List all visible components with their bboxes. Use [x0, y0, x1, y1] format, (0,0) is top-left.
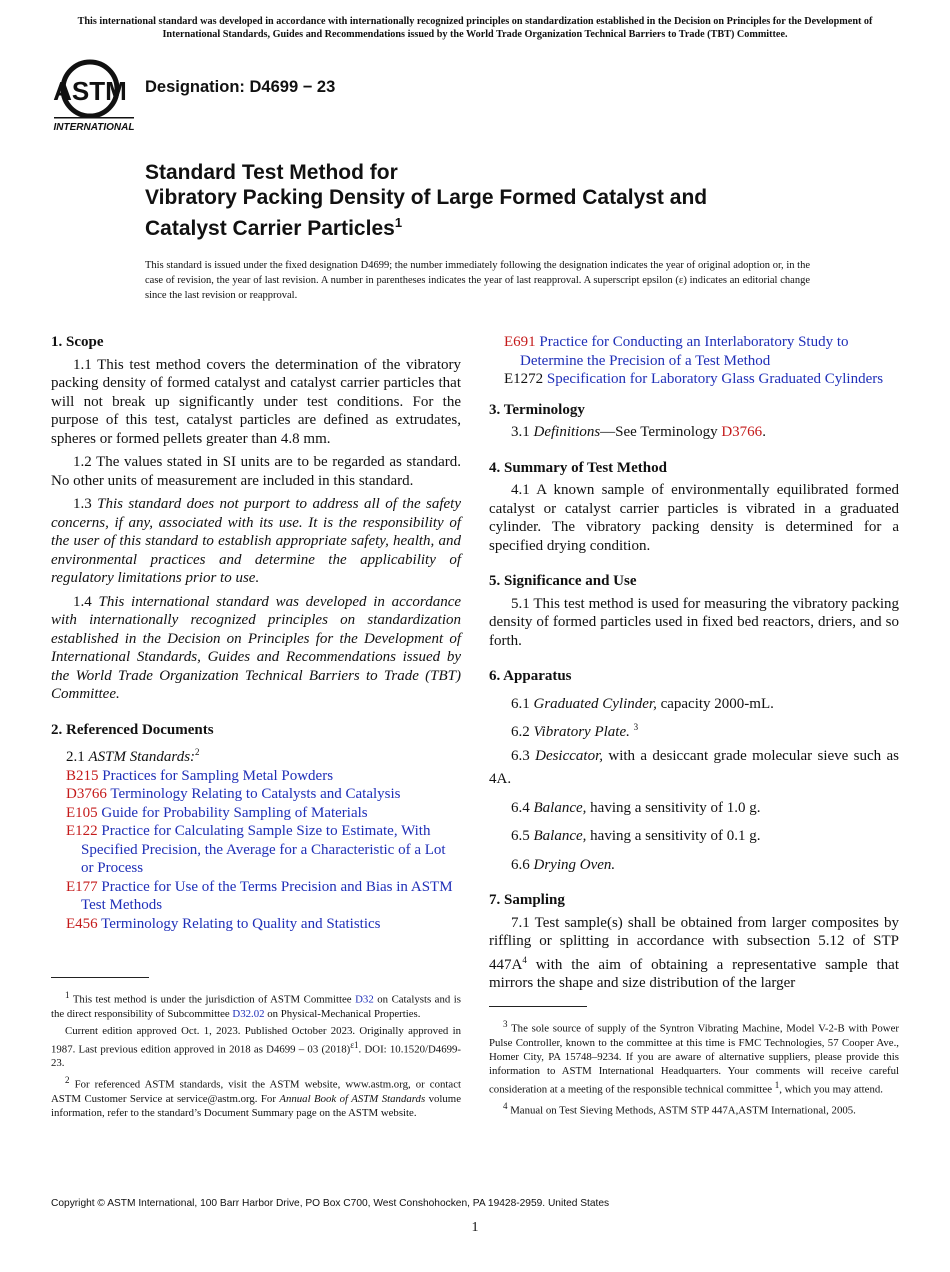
svg-text:INTERNATIONAL: INTERNATIONAL	[53, 122, 135, 133]
referenced-heading: 2. Referenced Documents	[51, 721, 214, 738]
standard-note: This standard is issued under the fixed designation D4699; the number immediately following the designation indicates the year of original adoption or, in the case of revision, the year of last revision. A number in parentheses indicates the year of last reapproval. A superscript epsilon (ε) indicates an editorial change since the last revision or reapproval.	[145, 260, 810, 301]
footnote-rule-right	[489, 1006, 587, 1007]
title-line-1: Standard Test Method for	[145, 161, 398, 184]
terminology-link[interactable]: D3766	[721, 424, 763, 440]
scope-1-4: 1.4 This international standard was developed in accordance with internationally recognized principles on standardization established in the Decision on Principles for the Development of International Standards, Guides and Recommendations issued by the World Trade Organization Technical Barriers to Trade (TBT) Committee.	[51, 593, 462, 702]
footnote-3: $^3$ The sole source of supply of the Syntron Vibrating Machine, Model V-2-B with Power Pulse Controller, known to the committee at this time is FMC Technologies, 57 Cooper Ave., Homer City, PA 15748–9234. If you are aware of alternative suppliers, please provide this information to ASTM International Headquarters. Your comments will receive careful consideration at a meeting of the responsible technical committee $^1$, which you may attend.	[489, 1019, 899, 1096]
scope-1-3: 1.3 This standard does not purport to address all of the safety concerns, if any, associated with its use. It is the responsibility of the user of this standard to establish appropriate safety, health, and environmental practices and determine the applicability of regulatory limitations prior to use.	[51, 496, 462, 586]
reference-item[interactable]	[489, 333, 899, 370]
reference-title[interactable]: Practice for Conducting an Interlaboratory Study to Determine the Precision of a Test Method	[520, 334, 849, 369]
terminology-3-1: 3.1 Definitions—See Terminology D3766.	[511, 424, 766, 440]
designation: Designation: D4699 − 23	[145, 78, 336, 96]
reference-code[interactable]: E691	[504, 334, 536, 350]
apparatus-list	[489, 690, 899, 875]
reference-code[interactable]: E1272	[504, 371, 544, 387]
reference-title[interactable]: Terminology Relating to Catalysts and Catalysis	[110, 786, 401, 802]
footnote-4: $^4$ Manual on Test Sieving Methods, ASTM STP 447A,ASTM International, 2005.	[503, 1101, 856, 1117]
summary-4-1: 4.1 A known sample of environmentally equilibrated formed catalyst or catalyst carrier particles is vibrated in a graduated cylinder. The vibratory packing density is determined for a specified drying condition.	[489, 482, 899, 554]
apparatus-item: 6.2 Vibratory Plate. $^3$	[511, 722, 639, 740]
reference-title[interactable]: Practice for Use of the Terms Precision and Bias in ASTM Test Methods	[81, 878, 453, 913]
footnote-rule-left	[51, 977, 149, 978]
reference-list-right	[489, 333, 899, 389]
scope-heading: 1. Scope	[51, 334, 104, 350]
title-footnote-mark: 1	[394, 215, 403, 230]
title-line-3: Catalyst Carrier Particles	[145, 217, 395, 240]
reference-item[interactable]	[51, 878, 461, 915]
apparatus-item: 6.3 Desiccator, with a desiccant grade molecular sieve such as 4A.	[489, 747, 899, 787]
astm-standards-label: 2.1 ASTM Standards:$^2$	[66, 747, 200, 765]
apparatus-heading: 6. Apparatus	[489, 668, 572, 684]
title-line-2: Vibratory Packing Density of Large Formed Catalyst and	[145, 186, 708, 209]
sampling-7-1: 7.1 Test sample(s) shall be obtained from larger composites by riffling or splitting in accordance with subsection 5.12 of STP $447A^4$ with the aim of obtaining a representative sample that mirrors the shape and size distribution of the larger	[489, 914, 899, 991]
svg-text:ASTM: ASTM	[53, 76, 127, 106]
footnote-1-edition: Current edition approved Oct. 1, 2023. Published October 2023. Originally approved in 1987. Last previous edition approved in 2018 as D4699 – 03 $(2018)^{\varepsilon 1}$. DOI: 10.1520/D4699-23.	[51, 1024, 461, 1070]
document-title	[145, 160, 845, 241]
reference-item[interactable]	[51, 822, 461, 878]
significance-heading: 5. Significance and Use	[489, 573, 637, 589]
right-column	[489, 333, 899, 998]
astm-logo	[52, 57, 136, 133]
reference-list-left	[51, 767, 461, 934]
terminology-heading: 3. Terminology	[489, 401, 585, 418]
apparatus-item: 6.6 Drying Oven.	[511, 856, 616, 873]
reference-item[interactable]	[51, 804, 461, 823]
reference-title[interactable]: Guide for Probability Sampling of Materials	[101, 804, 368, 821]
significance-5-1: 5.1 This test method is used for measuring the vibratory packing density of formed particles used in fixed bed reactors, driers, and so forth.	[489, 595, 899, 649]
reference-code[interactable]: E177	[66, 878, 98, 895]
reference-item[interactable]	[489, 370, 899, 389]
reference-item[interactable]	[51, 915, 461, 934]
footnotes-left	[51, 977, 461, 1123]
reference-code[interactable]: B215	[66, 767, 99, 784]
copyright: Copyright © ASTM International, 100 Barr Harbor Drive, PO Box C700, West Conshohocken, PA 19428-2959. United States	[51, 1198, 610, 1209]
scope-1-1: 1.1 This test method covers the determination of the vibratory packing density of formed catalyst and catalyst carrier particles that will not break up significantly under test conditions. For the purpose of this test, catalyst particles are defined as extrudates, spheres or formed pellets greater than 4.8 mm.	[51, 356, 461, 447]
committee-link[interactable]: D32	[355, 993, 374, 1006]
left-column	[51, 333, 461, 933]
apparatus-item: 6.1 Graduated Cylinder, capacity 2000-mL.	[511, 695, 774, 712]
page-number: 1	[471, 1220, 479, 1235]
sampling-heading: 7. Sampling	[489, 892, 565, 908]
reference-title[interactable]: Terminology Relating to Quality and Statistics	[101, 915, 381, 932]
apparatus-item: 6.5 Balance, having a sensitivity of 0.1 g.	[511, 828, 761, 844]
reference-title[interactable]: Specification for Laboratory Glass Graduated Cylinders	[546, 371, 884, 387]
summary-heading: 4. Summary of Test Method	[489, 459, 667, 476]
top-notice: This international standard was developed in accordance with internationally recognized principles on standardization established in the Decision on Principles for the Development of International Standards, Guides and Recommendations issued by the World Trade Organization Technical Barriers to Trade (TBT) Committee.	[77, 16, 873, 40]
reference-title[interactable]: Practice for Calculating Sample Size to Estimate, With Specified Precision, the Average for a Characteristic of a Lot or Process	[81, 823, 446, 876]
footnotes-right	[489, 1006, 899, 1121]
footnote-1: $^1$ This test method is under the jurisdiction of ASTM Committee D32 on Catalysts and is the direct responsibility of Subcommittee D32.02 on Physical-Mechanical Properties.	[51, 990, 461, 1020]
footnote-2: $^2$ For referenced ASTM standards, visit the ASTM website, www.astm.org, or contact ASTM Customer Service at service@astm.org. For Annual Book of ASTM Standards volume information, refer to the standard’s Document Summary page on the ASTM website.	[51, 1075, 461, 1119]
reference-item[interactable]	[51, 767, 461, 786]
reference-code[interactable]: E105	[66, 804, 98, 821]
reference-title[interactable]: Practices for Sampling Metal Powders	[102, 767, 334, 784]
scope-1-2: 1.2 The values stated in SI units are to be regarded as standard. No other units of measurement are included in this standard.	[51, 454, 461, 489]
reference-item[interactable]	[51, 785, 461, 804]
apparatus-item: 6.4 Balance, having a sensitivity of 1.0 g.	[511, 799, 761, 816]
reference-code[interactable]: E122	[66, 823, 98, 839]
reference-code[interactable]: D3766	[66, 786, 107, 802]
reference-code[interactable]: E456	[66, 915, 98, 932]
subcommittee-link[interactable]: D32.02	[232, 1007, 265, 1020]
